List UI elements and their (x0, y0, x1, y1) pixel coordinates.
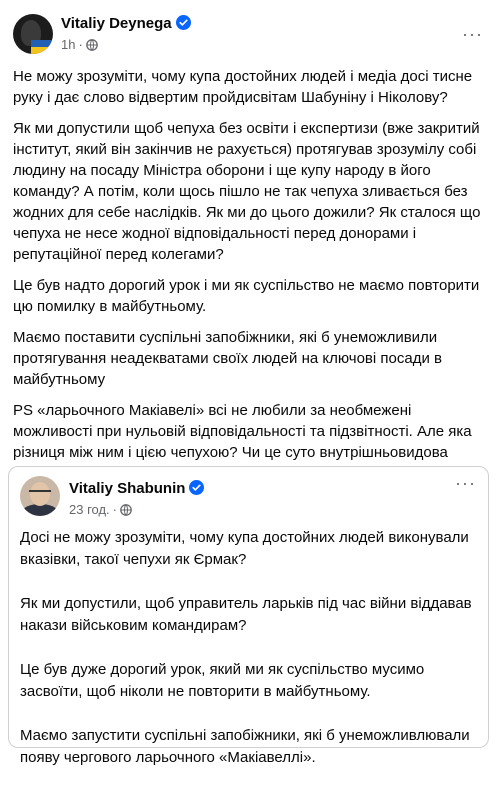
verified-badge-icon (176, 15, 191, 30)
verified-badge-icon (189, 480, 204, 495)
post-header (13, 14, 487, 56)
globe-icon[interactable] (120, 504, 132, 516)
post-paragraph: Це був надто дорогий урок і ми як суспільство не маємо повторити цю помилку в майбутньому. (13, 277, 480, 315)
author-name[interactable]: Vitaliy Deynega (61, 15, 172, 32)
post-paragraph: Маємо поставити суспільні запобіжники, які б унеможливили протягування неадекватами своїх людей на ключові посади в майбутньому (13, 329, 442, 388)
post-time[interactable]: 1h (61, 37, 76, 52)
post-meta (61, 37, 98, 52)
meta-separator: · (78, 37, 83, 52)
shared-author-name-row (69, 480, 204, 497)
shared-post-paragraph: Як ми допустили, щоб управитель ларьків під час війни віддавав накази військовим командирам? (20, 595, 472, 634)
shared-post-meta (69, 502, 132, 517)
post-paragraph: PS «ларьочного Макіавелі» всі не любили за необмежені можливості при нульовій відповідальності та підзвітності. Але яка різниця між ним і цією чепухою? Чи це суто внутрішньовидова (13, 402, 472, 461)
post-body (13, 66, 485, 494)
author-name-row (61, 15, 191, 32)
shared-author-avatar[interactable] (20, 476, 60, 516)
meta-separator: · (112, 502, 118, 517)
shared-post-time[interactable]: 23 год. (69, 502, 110, 517)
more-options-icon[interactable]: ··· (462, 24, 483, 44)
shared-post-paragraph: Маємо запустити суспільні запобіжники, які б унеможливлювали появу чергового ларьочного «Макіавеллі». (20, 727, 470, 766)
shared-more-options-icon[interactable]: ··· (455, 473, 476, 493)
globe-icon[interactable] (86, 39, 98, 51)
author-avatar[interactable] (13, 14, 53, 54)
shared-post-body (20, 527, 480, 791)
shared-post-card[interactable] (8, 466, 489, 766)
shared-post-paragraph: Це був дуже дорогий урок, який ми як суспільство мусимо засвоїти, щоб ніколи не повторити в майбутньому. (20, 661, 425, 700)
post-paragraph: Не можу зрозуміти, чому купа достойних людей і медіа досі тисне руку і дає слово відвертим пройдисвітам Шабуніну і Ніколову? (13, 68, 473, 106)
shared-post-paragraph: Досі не можу зрозуміти, чому купа достойних людей виконували вказівки, такої чепухи як Єрмак? (20, 529, 469, 568)
shared-author-name[interactable]: Vitaliy Shabunin (69, 480, 186, 497)
post-paragraph: Як ми допустили щоб чепуха без освіти і експертизи (вже закритий інститут, який він закінчив не рахується) протягував зрозумілу собі людину на посаду Міністра оборони і ще купу народу в його команду? А потім, коли щось пішло не так чепуха зливається без жодних для себе наслідків. Як ми до цього дожили? Як сталося що чепуха не несе жодної відповідальності перед донорами і репутаційної перед колегами? (13, 120, 481, 263)
